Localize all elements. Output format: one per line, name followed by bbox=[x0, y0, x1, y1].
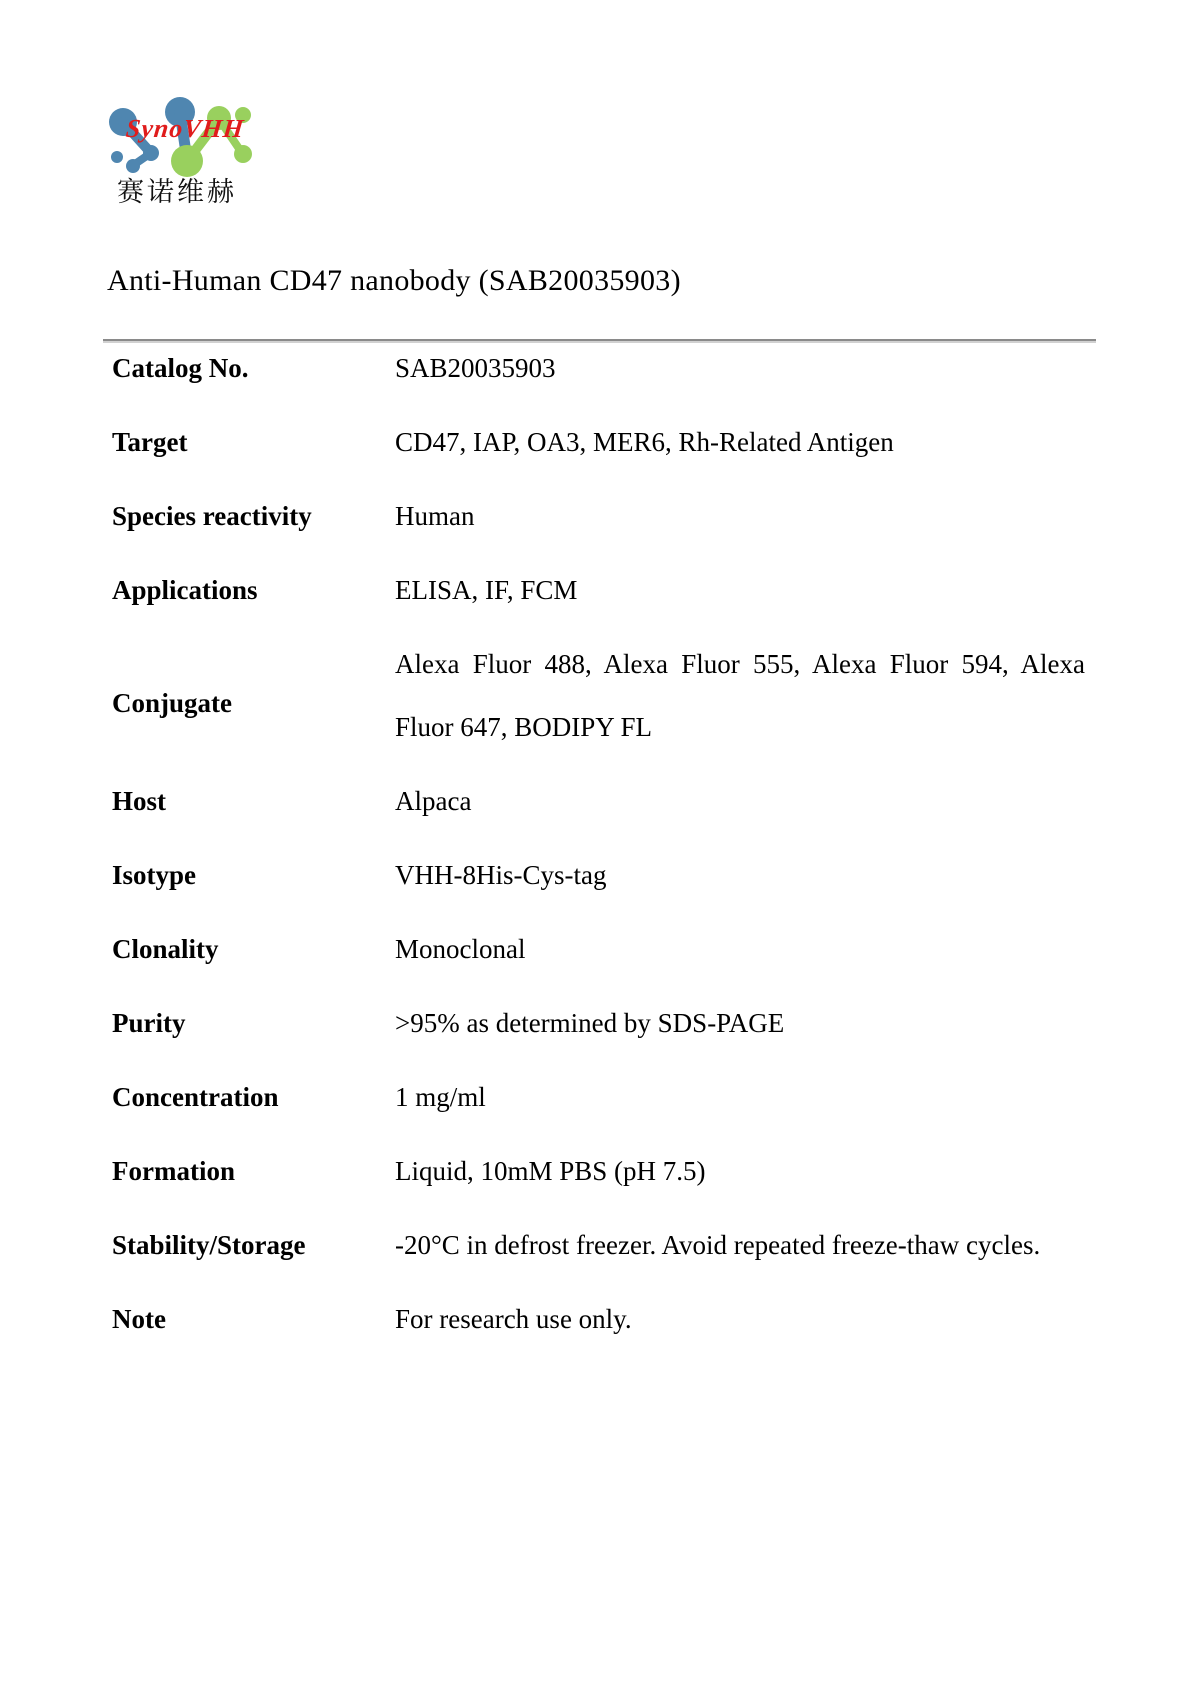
spec-value: -20°C in defrost freezer. Avoid repeated freeze-thaw cycles. bbox=[395, 1230, 1041, 1260]
spec-label: Catalog No. bbox=[112, 353, 249, 383]
spec-label: Species reactivity bbox=[112, 501, 312, 531]
spec-value: Alpaca bbox=[395, 786, 472, 816]
spec-value: Alexa Fluor 488, Alexa Fluor 555, Alexa Fluor 594, Alexa Fluor 647, BODIPY FL bbox=[395, 649, 1085, 742]
spec-label: Purity bbox=[112, 1008, 186, 1038]
spec-value: >95% as determined by SDS-PAGE bbox=[395, 1008, 785, 1038]
spec-row bbox=[112, 426, 1085, 459]
spec-value: ELISA, IF, FCM bbox=[395, 575, 578, 605]
page-title: Anti-Human CD47 nanobody (SAB20035903) bbox=[107, 264, 681, 297]
spec-value: VHH-8His-Cys-tag bbox=[395, 860, 607, 890]
title-divider-rule bbox=[103, 339, 1096, 341]
spec-row bbox=[112, 933, 1085, 966]
spec-label: Isotype bbox=[112, 860, 197, 890]
spec-value: CD47, IAP, OA3, MER6, Rh-Related Antigen bbox=[395, 427, 894, 457]
spec-row bbox=[112, 648, 1085, 759]
spec-row bbox=[112, 1303, 1085, 1336]
spec-table bbox=[112, 352, 1085, 1377]
company-logo bbox=[90, 82, 280, 212]
spec-label: Concentration bbox=[112, 1082, 279, 1112]
spec-label: Note bbox=[112, 1304, 166, 1334]
brand-name-chinese: 赛诺维赫 bbox=[117, 177, 237, 207]
spec-row bbox=[112, 574, 1085, 607]
spec-row bbox=[112, 1155, 1085, 1188]
spec-row bbox=[112, 1007, 1085, 1040]
brand-name-script: SynoVHH bbox=[124, 114, 246, 143]
spec-row bbox=[112, 859, 1085, 892]
spec-value: For research use only. bbox=[395, 1304, 632, 1334]
spec-label: Target bbox=[112, 427, 188, 457]
spec-label: Clonality bbox=[112, 934, 219, 964]
spec-row bbox=[112, 1081, 1085, 1114]
spec-row bbox=[112, 785, 1085, 818]
spec-value: Human bbox=[395, 501, 475, 531]
spec-label: Formation bbox=[112, 1156, 235, 1186]
spec-label: Stability/Storage bbox=[112, 1230, 306, 1260]
spec-value: 1 mg/ml bbox=[395, 1082, 486, 1112]
spec-value: Liquid, 10mM PBS (pH 7.5) bbox=[395, 1156, 706, 1186]
spec-row bbox=[112, 352, 1085, 385]
spec-label: Conjugate bbox=[112, 688, 232, 718]
spec-label: Host bbox=[112, 786, 166, 816]
spec-row bbox=[112, 500, 1085, 533]
spec-label: Applications bbox=[112, 575, 258, 605]
spec-value: Monoclonal bbox=[395, 934, 526, 964]
spec-value: SAB20035903 bbox=[395, 353, 556, 383]
spec-row bbox=[112, 1229, 1085, 1262]
